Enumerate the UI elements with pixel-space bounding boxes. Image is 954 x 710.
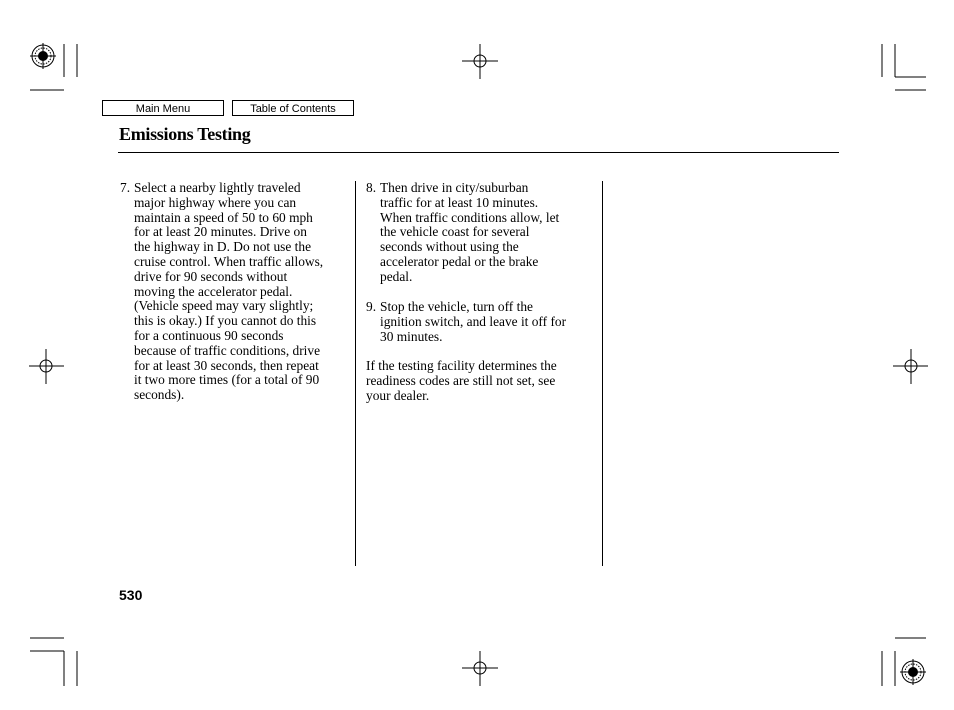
table-of-contents-button[interactable]: Table of Contents bbox=[232, 100, 354, 116]
step-line: it two more times (for a total of 90 bbox=[134, 372, 320, 388]
step-line: drive for 90 seconds without bbox=[134, 268, 288, 284]
step-line: 30 minutes. bbox=[380, 328, 443, 344]
step-line: the highway in D. Do not use the bbox=[134, 239, 312, 255]
page-title: Emissions Testing bbox=[119, 124, 251, 144]
paragraph-line: readiness codes are still not set, see bbox=[366, 372, 556, 388]
registration-target-top-left bbox=[30, 43, 56, 69]
step-line: moving the accelerator pedal. bbox=[134, 283, 293, 299]
crosshair-left-middle bbox=[29, 349, 64, 384]
step-line: pedal. bbox=[380, 268, 413, 284]
step-number: 9. bbox=[366, 299, 377, 314]
step-line: accelerator pedal or the brake bbox=[380, 253, 539, 269]
column-divider-1 bbox=[355, 181, 356, 566]
crosshair-right-middle bbox=[893, 349, 928, 384]
step-line: the vehicle coast for several bbox=[380, 224, 530, 240]
paragraph-line: your dealer. bbox=[366, 387, 430, 403]
step-line: traffic for at least 10 minutes. bbox=[380, 194, 539, 210]
step-line: seconds). bbox=[134, 387, 185, 403]
column-divider-2 bbox=[602, 181, 603, 566]
step-8 bbox=[366, 180, 600, 285]
step-line: Stop the vehicle, turn off the bbox=[380, 299, 533, 314]
crosshair-top-center bbox=[462, 44, 498, 79]
step-line: maintain a speed of 50 to 60 mph bbox=[134, 209, 313, 225]
step-line: this is okay.) If you cannot do this bbox=[134, 313, 317, 329]
step-line: ignition switch, and leave it off for bbox=[380, 313, 567, 329]
step-line: Then drive in city/suburban bbox=[380, 180, 529, 195]
closing-paragraph bbox=[366, 359, 600, 403]
main-menu-button[interactable]: Main Menu bbox=[102, 100, 224, 116]
step-line: When traffic conditions allow, let bbox=[380, 209, 560, 225]
step-line: Select a nearby lightly traveled bbox=[134, 180, 301, 195]
step-line: for at least 20 minutes. Drive on bbox=[134, 224, 307, 240]
registration-target-bottom-right bbox=[900, 659, 926, 685]
step-line: major highway where you can bbox=[134, 194, 297, 210]
step-7 bbox=[120, 180, 354, 403]
step-line: because of traffic conditions, drive bbox=[134, 342, 321, 358]
title-rule bbox=[118, 152, 839, 153]
step-number: 7. bbox=[120, 180, 131, 195]
step-9 bbox=[366, 299, 600, 344]
page-number: 530 bbox=[119, 587, 143, 603]
step-line: seconds without using the bbox=[380, 239, 519, 255]
step-line: (Vehicle speed may vary slightly; bbox=[134, 298, 314, 314]
step-line: for a continuous 90 seconds bbox=[134, 327, 284, 343]
step-line: cruise control. When traffic allows, bbox=[134, 253, 324, 269]
crosshair-bottom-center bbox=[462, 651, 498, 686]
paragraph-line: If the testing facility determines the bbox=[366, 358, 557, 373]
step-number: 8. bbox=[366, 180, 377, 195]
step-line: for at least 30 seconds, then repeat bbox=[134, 357, 319, 373]
